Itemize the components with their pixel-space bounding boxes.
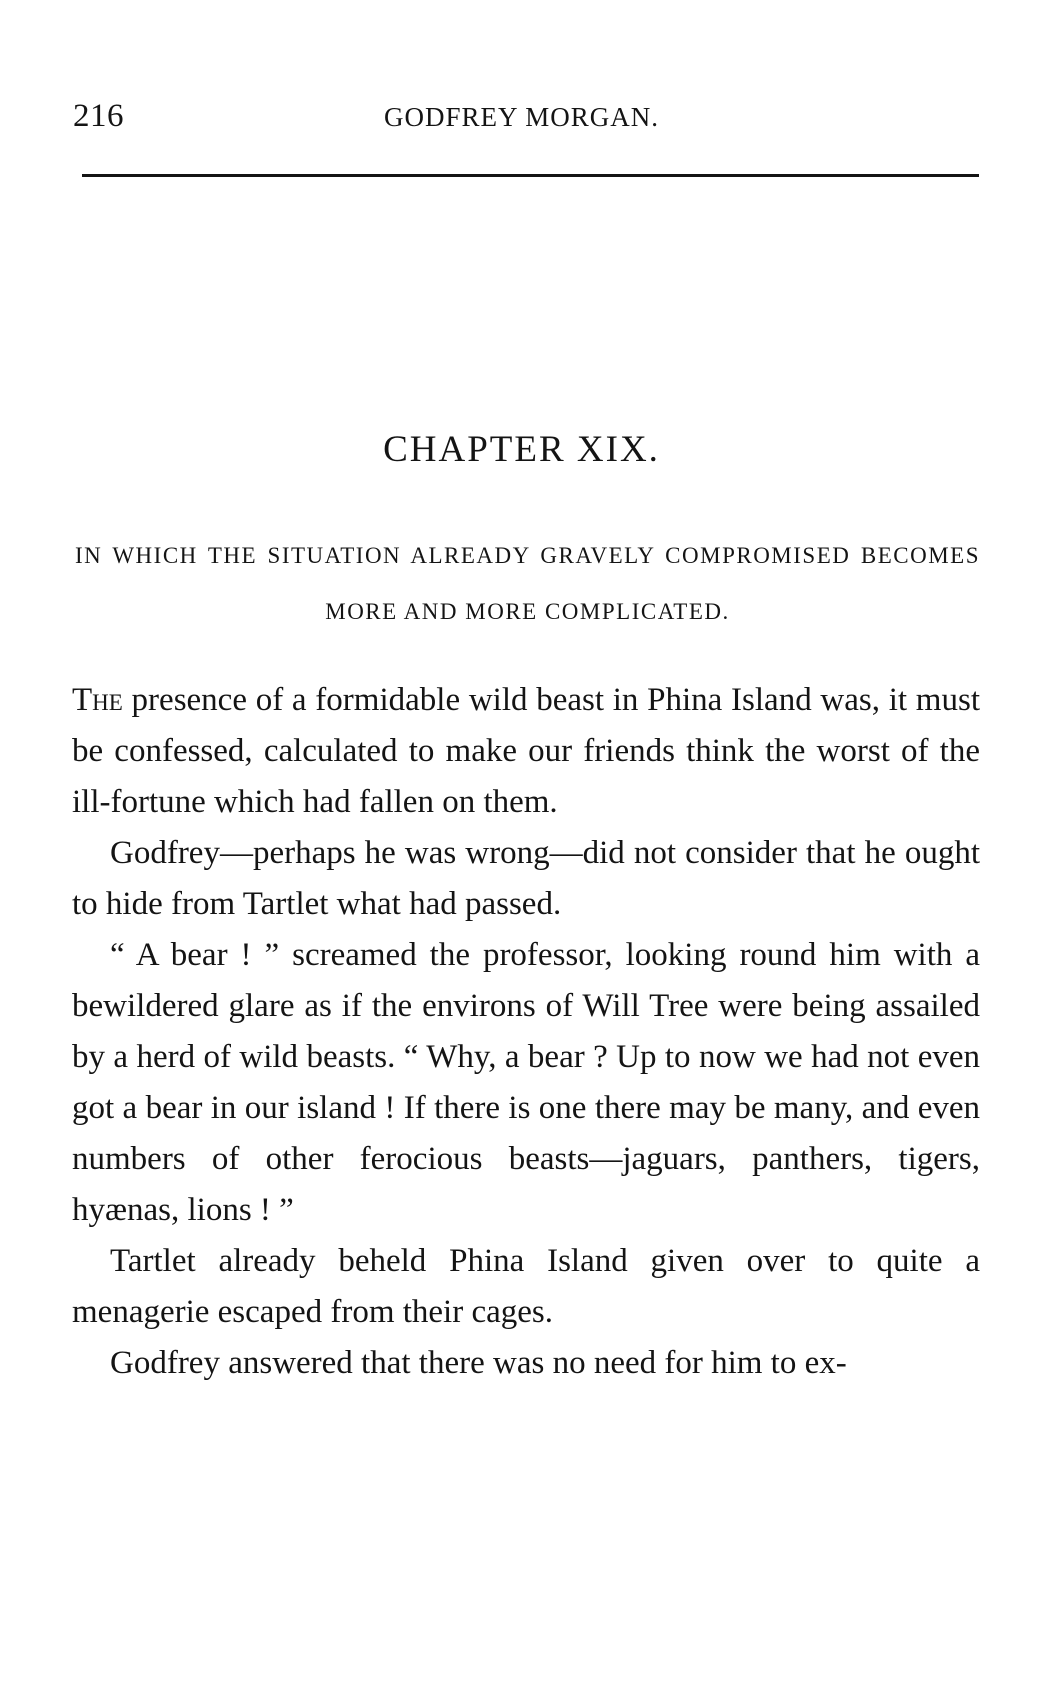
chapter-title: CHAPTER XIX. xyxy=(383,429,660,470)
paragraph-2: Godfrey—perhaps he was wrong—did not consider that he ought to hide from Tartlet what had passed. xyxy=(72,835,980,922)
paragraph-4: Tartlet already beheld Phina Island given over to quite a menagerie escaped from their cages. xyxy=(72,1243,980,1330)
paragraph-1 xyxy=(72,675,980,828)
running-head: GODFREY MORGAN. xyxy=(383,102,660,132)
paragraph-5: Godfrey answered that there was no need for him to ex- xyxy=(110,1345,847,1381)
paragraph-text: presence of a formidable wild beast in Phina Island was, it must be confessed, calculated to make our friends think the worst of the ill-fortune which had fallen on them. xyxy=(72,682,980,820)
page-number: 216 xyxy=(73,98,124,134)
drop-lead-word: The xyxy=(72,682,123,718)
chapter-subtitle: IN WHICH THE SITUATION ALREADY GRAVELY COMPROMISED BECOMES MORE AND MORE COMPLICATED. xyxy=(75,543,980,624)
paragraph-3: “ A bear ! ” screamed the professor, looking round him with a bewildered glare as if the environs of Will Tree were being assailed by a herd of wild beasts. “ Why, a bear ? Up to now we had not even got a bear in our island ! If there is one there may be many, and even numbers of other ferocious beasts—jaguars, panthers, tigers, hyænas, lions ! ” xyxy=(72,937,980,1228)
header-rule xyxy=(82,174,979,177)
body-text xyxy=(72,675,980,1389)
